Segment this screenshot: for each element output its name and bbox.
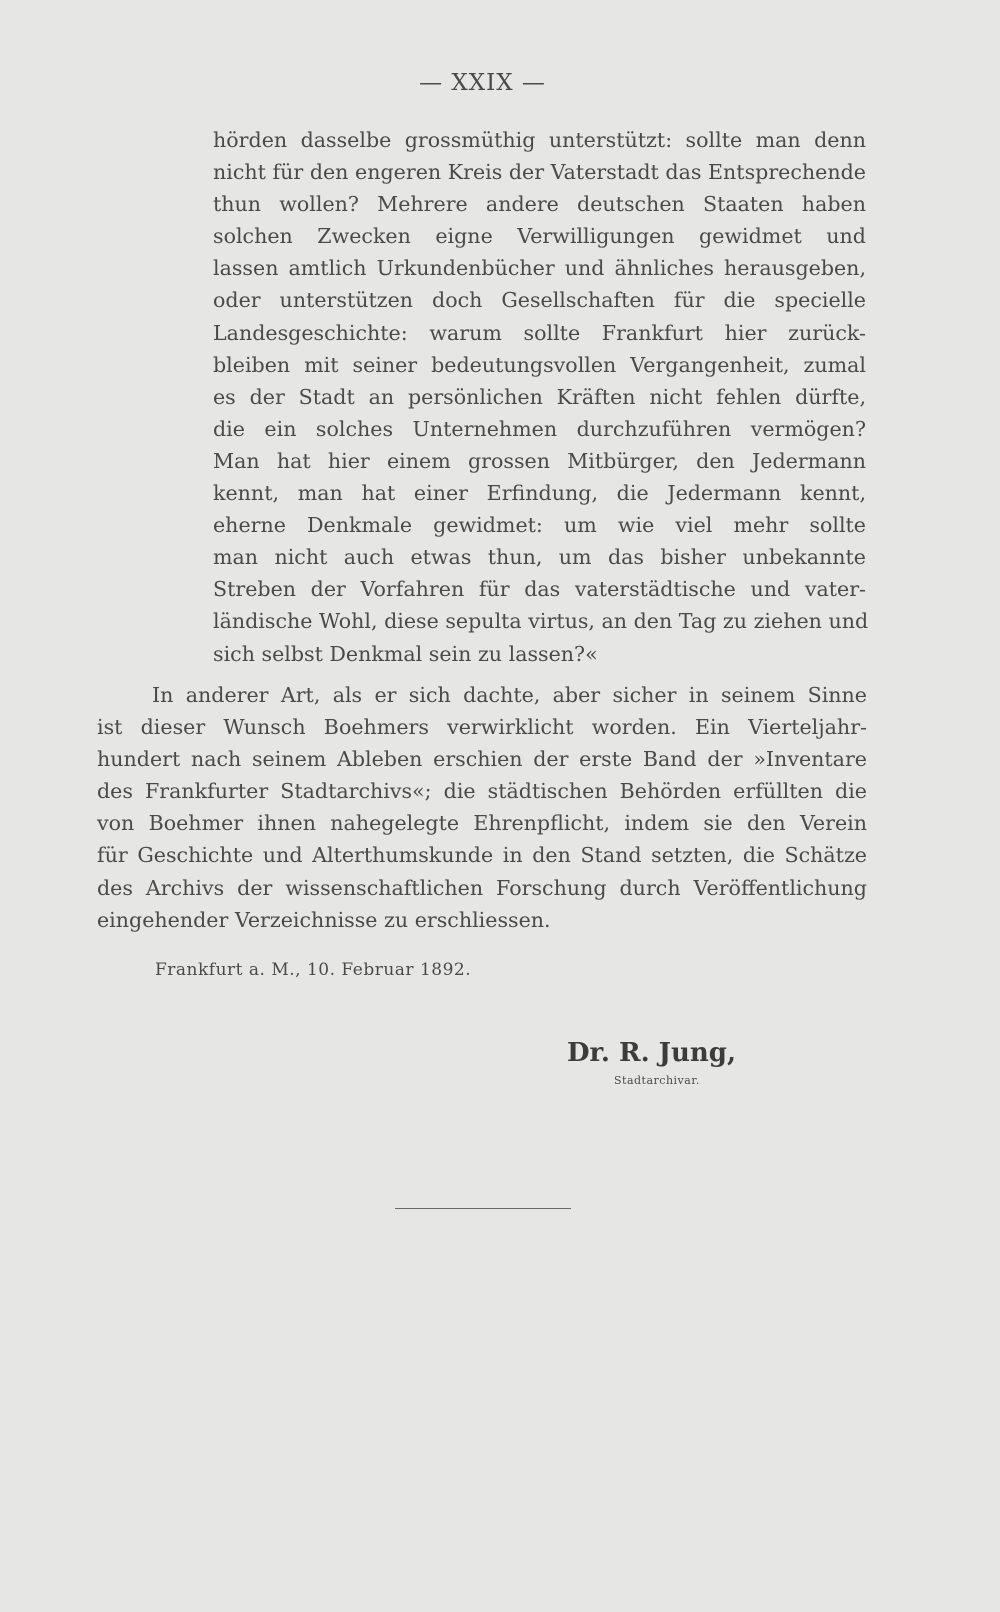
text-line: hundert nach seinem Ableben erschien der erste Band der »Inventare <box>97 747 867 772</box>
text-line: für Geschichte und Alterthumskunde in den Stand setzten, die Schätze <box>97 843 867 868</box>
text-line: Streben der Vorfahren für das vaterstädtische und vater- <box>213 577 866 602</box>
text-line: es der Stadt an persönlichen Kräften nicht fehlen dürfte, <box>213 384 866 409</box>
text-line: solchen Zwecken eigne Verwilligungen gewidmet und <box>213 224 866 249</box>
quoted-passage <box>213 124 869 670</box>
text-line: sich selbst Denkmal sein zu lassen?« <box>213 641 598 666</box>
text-line: nicht für den engeren Kreis der Vaterstadt das Entsprechende <box>213 160 866 185</box>
text-line: ist dieser Wunsch Boehmers verwirklicht worden. Ein Vierteljahr- <box>97 715 867 740</box>
page-number: — XXIX — <box>419 70 546 96</box>
text-line: des Frankfurter Stadtarchivs«; die städtischen Behörden erfüllten die <box>97 779 867 804</box>
text-line: lassen amtlich Urkundenbücher und ähnliches herausgeben, <box>213 256 866 281</box>
text-line: des Archivs der wissenschaftlichen Forschung durch Veröffentlichung <box>97 875 867 900</box>
text-line: bleiben mit seiner bedeutungsvollen Vergangenheit, zumal <box>213 352 866 377</box>
text-line: hörden dasselbe grossmüthig unterstützt: sollte man denn <box>213 128 866 152</box>
signature-title: Stadtarchivar. <box>614 1074 700 1087</box>
text-line: eingehender Verzeichnisse zu erschliessen. <box>97 907 551 932</box>
text-line: thun wollen? Mehrere andere deutschen Staaten haben <box>213 192 866 217</box>
text-line: kennt, man hat einer Erfindung, die Jedermann kennt, <box>213 481 866 506</box>
text-line: In anderer Art, als er sich dachte, aber sicher in seinem Sinne <box>152 683 867 707</box>
closing-rule <box>395 1208 571 1209</box>
signature-name: Dr. R. Jung, <box>567 1038 737 1068</box>
dateline: Frankfurt a. M., 10. Februar 1892. <box>155 960 472 980</box>
text-line: Man hat hier einem grossen Mitbürger, den Jedermann <box>213 448 866 473</box>
text-line: von Boehmer ihnen nahegelegte Ehrenpflicht, indem sie den Verein <box>97 811 867 836</box>
text-line: man nicht auch etwas thun, um das bisher unbekannte <box>213 545 866 570</box>
text-line: ländische Wohl, diese sepulta virtus, an den Tag zu ziehen und <box>213 609 869 634</box>
text-line: die ein solches Unternehmen durchzuführen vermögen? <box>213 416 866 441</box>
body-paragraph <box>97 679 867 936</box>
text-line: oder unterstützen doch Gesellschaften für die specielle <box>213 288 866 313</box>
text-line: eherne Denkmale gewidmet: um wie viel mehr sollte <box>213 513 866 538</box>
text-line: Landesgeschichte: warum sollte Frankfurt hier zurück- <box>213 320 866 345</box>
